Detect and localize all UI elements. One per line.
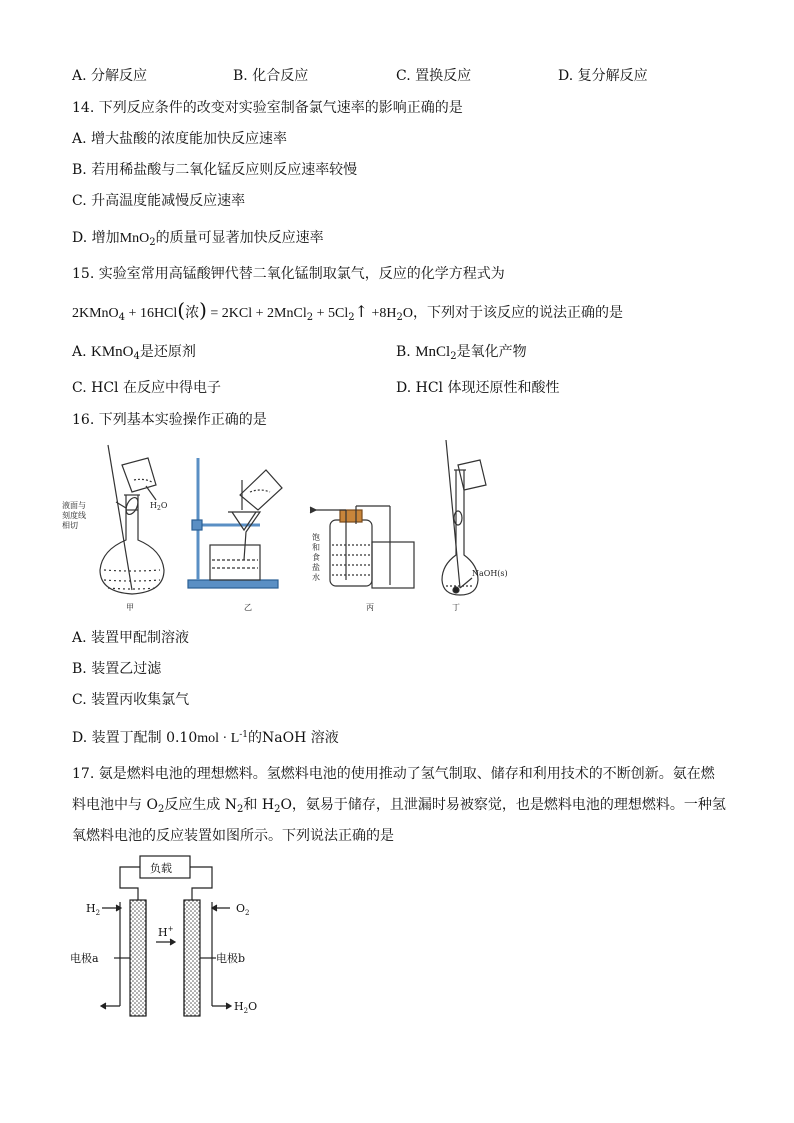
jia-label: 甲 bbox=[126, 603, 134, 612]
q13-option-d: D. 复分解反应 bbox=[558, 68, 648, 84]
jia-note-3: 相切 bbox=[62, 521, 78, 530]
q16-option-b: B. 装置乙过滤 bbox=[72, 661, 162, 677]
jia-apparatus bbox=[100, 445, 164, 594]
jia-water-label bbox=[150, 501, 168, 512]
q13-option-a: A. 分解反应 bbox=[72, 68, 148, 84]
eq-sub-5: 2 bbox=[396, 312, 403, 323]
fuel-cell-figure bbox=[66, 850, 286, 1020]
q16-option-a: A. 装置甲配制溶液 bbox=[72, 630, 190, 646]
q15-b-suffix: 是氧化产物 bbox=[456, 344, 527, 360]
q14-option-a: A. 增大盐酸的浓度能加快反应速率 bbox=[72, 131, 288, 147]
q17-l2-d: O，氨易于储存，且泄漏时易被察觉，也是燃料电池的理想燃料。一种氢 bbox=[280, 797, 726, 813]
brine-3: 食 bbox=[312, 553, 320, 562]
q15-b-prefix: B. bbox=[396, 344, 416, 360]
q17-l2-s3: 2 bbox=[274, 804, 281, 815]
brine-2: 和 bbox=[312, 543, 320, 552]
q17-l2-s2: 2 bbox=[237, 804, 244, 815]
q14-stem: 14. 下列反应条件的改变对实验室制备氯气速率的影响正确的是 bbox=[72, 100, 463, 116]
q15-option-c: C. HCl 在反应中得电子 bbox=[72, 380, 221, 396]
jia-note-1: 液面与 bbox=[62, 501, 86, 510]
gas-arrow-icon: ↑ bbox=[354, 302, 368, 321]
q14-option-c: C. 升高温度能减慢反应速率 bbox=[72, 193, 246, 209]
q15-b-sub: 2 bbox=[450, 351, 457, 362]
eq-part-4: + 5Cl bbox=[313, 306, 349, 321]
q15-a-prefix: A. bbox=[72, 344, 92, 360]
q17-l2-c: 和 H bbox=[243, 797, 275, 813]
q15-a-sub: 4 bbox=[133, 351, 140, 362]
q17-l2-b: 反应生成 N bbox=[164, 797, 238, 813]
h2-label bbox=[86, 902, 100, 917]
load-label: 负载 bbox=[150, 862, 172, 875]
q15-a-formula: KMnO bbox=[91, 344, 134, 360]
q15-option-d: D. HCl 体现还原性和酸性 bbox=[396, 380, 560, 396]
bing-apparatus bbox=[310, 506, 414, 588]
jia-note-2: 刻度线 bbox=[62, 511, 86, 520]
q13-option-b: B. 化合反应 bbox=[233, 68, 309, 84]
hplus-h: H bbox=[158, 926, 168, 939]
water-h: H bbox=[234, 1000, 244, 1013]
q17-l2-a: 料电池中与 O bbox=[72, 797, 158, 813]
q15-equation bbox=[72, 300, 623, 324]
q15-a-suffix: 是还原剂 bbox=[139, 344, 196, 360]
q15-option-a bbox=[72, 342, 196, 362]
electrode-b bbox=[184, 900, 200, 1016]
electrode-a bbox=[130, 900, 146, 1016]
h2-sub: 2 bbox=[95, 909, 101, 917]
brine-5: 水 bbox=[312, 573, 320, 582]
hplus-label bbox=[158, 925, 174, 939]
q16-apparatus-figure bbox=[60, 440, 508, 615]
q16-option-d bbox=[72, 728, 339, 749]
electrode-a-label: 电极a bbox=[70, 952, 99, 965]
fuel-cell-svg bbox=[66, 850, 286, 1020]
eq-part-1: 2KMnO bbox=[72, 306, 119, 321]
q16-d-sup: -1 bbox=[239, 730, 249, 740]
eq-tail: ，下列对于该反应的说法正确的是 bbox=[413, 305, 624, 321]
eq-conc: 浓 bbox=[185, 305, 200, 321]
ding-label: 丁 bbox=[452, 603, 460, 612]
q14-d-prefix: D. 增加 bbox=[72, 230, 120, 246]
q15-option-b bbox=[396, 342, 527, 362]
q16-d-suffix: 的NaOH 溶液 bbox=[248, 730, 339, 746]
q15-stem: 15. 实验室常用高锰酸钾代替二氧化锰制取氯气，反应的化学方程式为 bbox=[72, 266, 505, 282]
q17-l2-s1: 2 bbox=[157, 804, 165, 815]
electrode-b-label: 电极b bbox=[216, 952, 246, 965]
o-text: O bbox=[160, 501, 168, 510]
eq-part-2: + 16HCl bbox=[125, 306, 178, 321]
h-text: H bbox=[150, 501, 157, 510]
q16-stem: 16. 下列基本实验操作正确的是 bbox=[72, 412, 267, 428]
water-o: O bbox=[248, 1000, 258, 1013]
eq-part-5: +8H bbox=[368, 306, 397, 321]
q13-option-c: C. 置换反应 bbox=[396, 68, 472, 84]
q14-option-b: B. 若用稀盐酸与二氧化锰反应则反应速率较慢 bbox=[72, 162, 358, 178]
paren-close: ) bbox=[199, 298, 207, 322]
water-sub: 2 bbox=[243, 1007, 249, 1015]
eq-part-3: = 2KCl + 2MnCl bbox=[206, 306, 307, 321]
q14-d-sub: 2 bbox=[149, 237, 156, 248]
eq-sub-1: 4 bbox=[118, 312, 126, 323]
hplus-sup: + bbox=[167, 925, 174, 933]
apparatus-svg bbox=[60, 440, 508, 615]
yi-apparatus bbox=[188, 458, 282, 588]
q16-d-unit: mol · L bbox=[197, 731, 240, 746]
o2-o: O bbox=[236, 902, 246, 915]
q15-b-formula: MnCl bbox=[415, 344, 451, 360]
paren-open: ( bbox=[177, 298, 186, 322]
q16-option-c: C. 装置丙收集氯气 bbox=[72, 692, 190, 708]
eq-sub-4: 2 bbox=[348, 312, 355, 323]
brine-4: 盐 bbox=[312, 563, 320, 572]
naoh-label: NaOH(s) bbox=[472, 569, 508, 578]
q17-line-3: 氧燃料电池的反应装置如图所示。下列说法正确的是 bbox=[72, 828, 394, 844]
q17-line-2 bbox=[72, 795, 726, 815]
h-sub: 2 bbox=[156, 505, 161, 512]
q14-option-d bbox=[72, 228, 324, 249]
q14-d-suffix: 的质量可显著加快反应速率 bbox=[155, 230, 324, 246]
q17-line-1: 17. 氨是燃料电池的理想燃料。氢燃料电池的使用推动了氢气制取、储存和利用技术的不断创新。氨在燃 bbox=[72, 766, 715, 782]
o2-sub: 2 bbox=[245, 909, 250, 917]
h2-h: H bbox=[86, 902, 96, 915]
q16-d-prefix: D. 装置丁配制 0.10 bbox=[72, 730, 198, 746]
eq-sub-3: 2 bbox=[306, 312, 314, 323]
o2-label bbox=[236, 902, 250, 917]
water-label bbox=[234, 1000, 257, 1015]
bing-label: 丙 bbox=[366, 603, 374, 612]
brine-1: 饱 bbox=[312, 533, 320, 542]
yi-label: 乙 bbox=[244, 603, 252, 612]
q14-d-formula: MnO bbox=[119, 231, 150, 246]
eq-part-6: O bbox=[402, 306, 414, 321]
